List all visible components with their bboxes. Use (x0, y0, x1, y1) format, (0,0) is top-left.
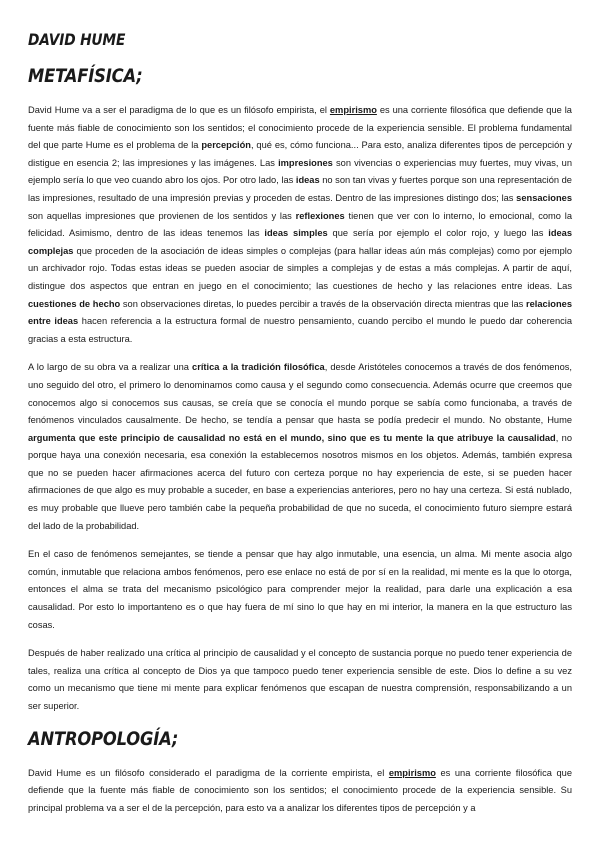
emphasized-term: ideas complejas (28, 228, 573, 256)
section-antropologia (28, 727, 572, 818)
emphasized-term: empirismo (329, 105, 377, 115)
text-run: Después de haber realizado una crítica al principio de causalidad y el concepto de sustancia porque no puedo tener experiencia de tales, realiza una crítica al concepto de Dios ya que tampoco puedo tener experiencia sensible de este. Dios lo define a su vez como un mecanismo que tiene mi mente para explicar fenómenos que escapan de nuestra comprensión, responsabilizando a un ser superior. (28, 648, 572, 711)
paragraph (28, 546, 572, 634)
emphasized-term: argumenta que este principio de causalidad no está en el mundo, sino que es tu mente la que atribuye la causalidad (28, 432, 556, 443)
emphasized-term: sensaciones (516, 192, 572, 203)
text-run: que sería por ejemplo el color rojo, y luego las (327, 228, 549, 239)
section-heading: METAFÍSICA; (28, 65, 143, 87)
text-run: En el caso de fenómenos semejantes, se tiende a pensar que hay algo inmutable, una esencia, un alma. Mi mente asocia algo común, inmutable que relaciona ambos fenómenos, pero ese enlace no está de por sí en la realidad, mi mente es la que lo otorga, entonces el alma se trata del mecanismo psicológico para comprender mejor la realidad, para darle una explicación a esa causalidad. Por esto lo importanteno es o que hay fuera de mí sino lo que hay en mi interior, la manera en la que estructuro las cosas. (28, 549, 572, 630)
text-run: , desde Aristóteles conocemos a través de dos fenómenos, uno seguido del otro, el primero lo denominamos como causa y el segundo como consecuencia. Además ocurre que creemos que conocemos algo si conocemos sus causas, se creía que se conocía el mundo porque se sabía como funcionaba, a través de fenómenos vinculados causalmente. De hecho, se tendía a pensar que hasta se podía predecir el mundo. No obstante, Hume (28, 362, 572, 426)
emphasized-term: percepción (201, 140, 251, 151)
document-title: DAVID HUME (28, 30, 126, 49)
emphasized-term: crítica a la tradición filosófica (192, 362, 325, 373)
emphasized-term: ideas (295, 175, 320, 186)
section-metafisica (28, 64, 572, 716)
text-run: , qué es, cómo funciona... Para esto, analiza diferentes tipos de percepción y distigue en esencia 2; las impresiones y las imágenes. Las (28, 140, 572, 168)
text-run: tienen que ver con lo interno, lo emocional, como la felicidad. Asimismo, dentro de las ideas tenemos las (28, 210, 572, 239)
paragraph (28, 645, 572, 715)
emphasized-term: cuestiones de hecho (28, 298, 121, 309)
text-run: hacen referencia a la estructura formal de nuestro pensamiento, cuando percibo el mundo le puedo dar coherencia gracias a esta estructura. (28, 316, 573, 344)
emphasized-term: relaciones entre ideas (28, 298, 572, 327)
emphasized-term: reflexiones (295, 210, 345, 221)
paragraph (28, 765, 572, 818)
text-run: A lo largo de su obra va a realizar una (28, 362, 193, 373)
emphasized-term: empirismo (388, 767, 436, 778)
text-run: que proceden de la asociación de ideas simples o complejas (para hallar ideas aún más complejas) como por ejemplo un archivador rojo. Todas estas ideas se pueden asociar de simples a complejas y de estas a más complejas. A partir de aquí, distingue dos aspectos que entran en juego en el conocimiento; las cuestiones de hecho y las relaciones entre ideas. Las (28, 245, 572, 291)
text-run: son vivencias o experiencias muy fuertes, muy vivas, un ejemplo sería lo que veo cuando abro los ojos. Por otro lado, las (28, 157, 573, 186)
emphasized-term: ideas simples (264, 228, 328, 239)
text-run: son aquellas impresiones que provienen de los sentidos y las (28, 210, 296, 221)
emphasized-term: impresiones (278, 157, 333, 168)
text-run: , no porque haya una conexión necesaria, esa conexión la establecemos nosotros mismos en los objetos. Además, también expresa que no se pueden hacer afirmaciones acerca del futuro con certeza porque no hay experiencia de este, si se pueden hacer afirmaciones de que algo es muy probable a suceder, en base a experiencias anteriores, pero no hay una certeza. Si está nublado, es muy probable que llueve pero también cabe la pequeña probabilidad de que no suceda, el conocimiento futuro siempre estará del lado de la probabilidad. (28, 432, 572, 531)
text-run: David Hume va a ser el paradigma de lo que es un filósofo empirista, el (28, 105, 330, 115)
text-run: son observaciones diretas, lo puedes percibir a través de la observación directa mientras que las (120, 298, 526, 309)
text-run: David Hume es un filósofo considerado el paradigma de la corriente empirista, el (28, 767, 389, 778)
section-heading: ANTROPOLOGÍA; (28, 727, 179, 750)
text-run: es una corriente filosófica que defiende que la fuente más fiable de conocimiento son los sentidos; el conocimiento procede de la experiencia sensible. Su principal problema va a ser el de la percepción, para esto va a analizar los diferentes tipos de percepción y a (28, 767, 572, 813)
paragraph (28, 359, 572, 535)
text-run: es una corriente filosófica que defiende que la fuente más fiable de conocimiento son los sentidos; el conocimiento procede de la experiencia sensible. El problema fundamental del que parte Hume es el problema de la (28, 105, 572, 151)
paragraph (28, 102, 572, 348)
text-run: no son tan vivas y fuertes porque son una representación de las impresiones, resultado de una impresión previas y proceden de estas. Dentro de las impresiones distingo dos; las (28, 175, 572, 203)
